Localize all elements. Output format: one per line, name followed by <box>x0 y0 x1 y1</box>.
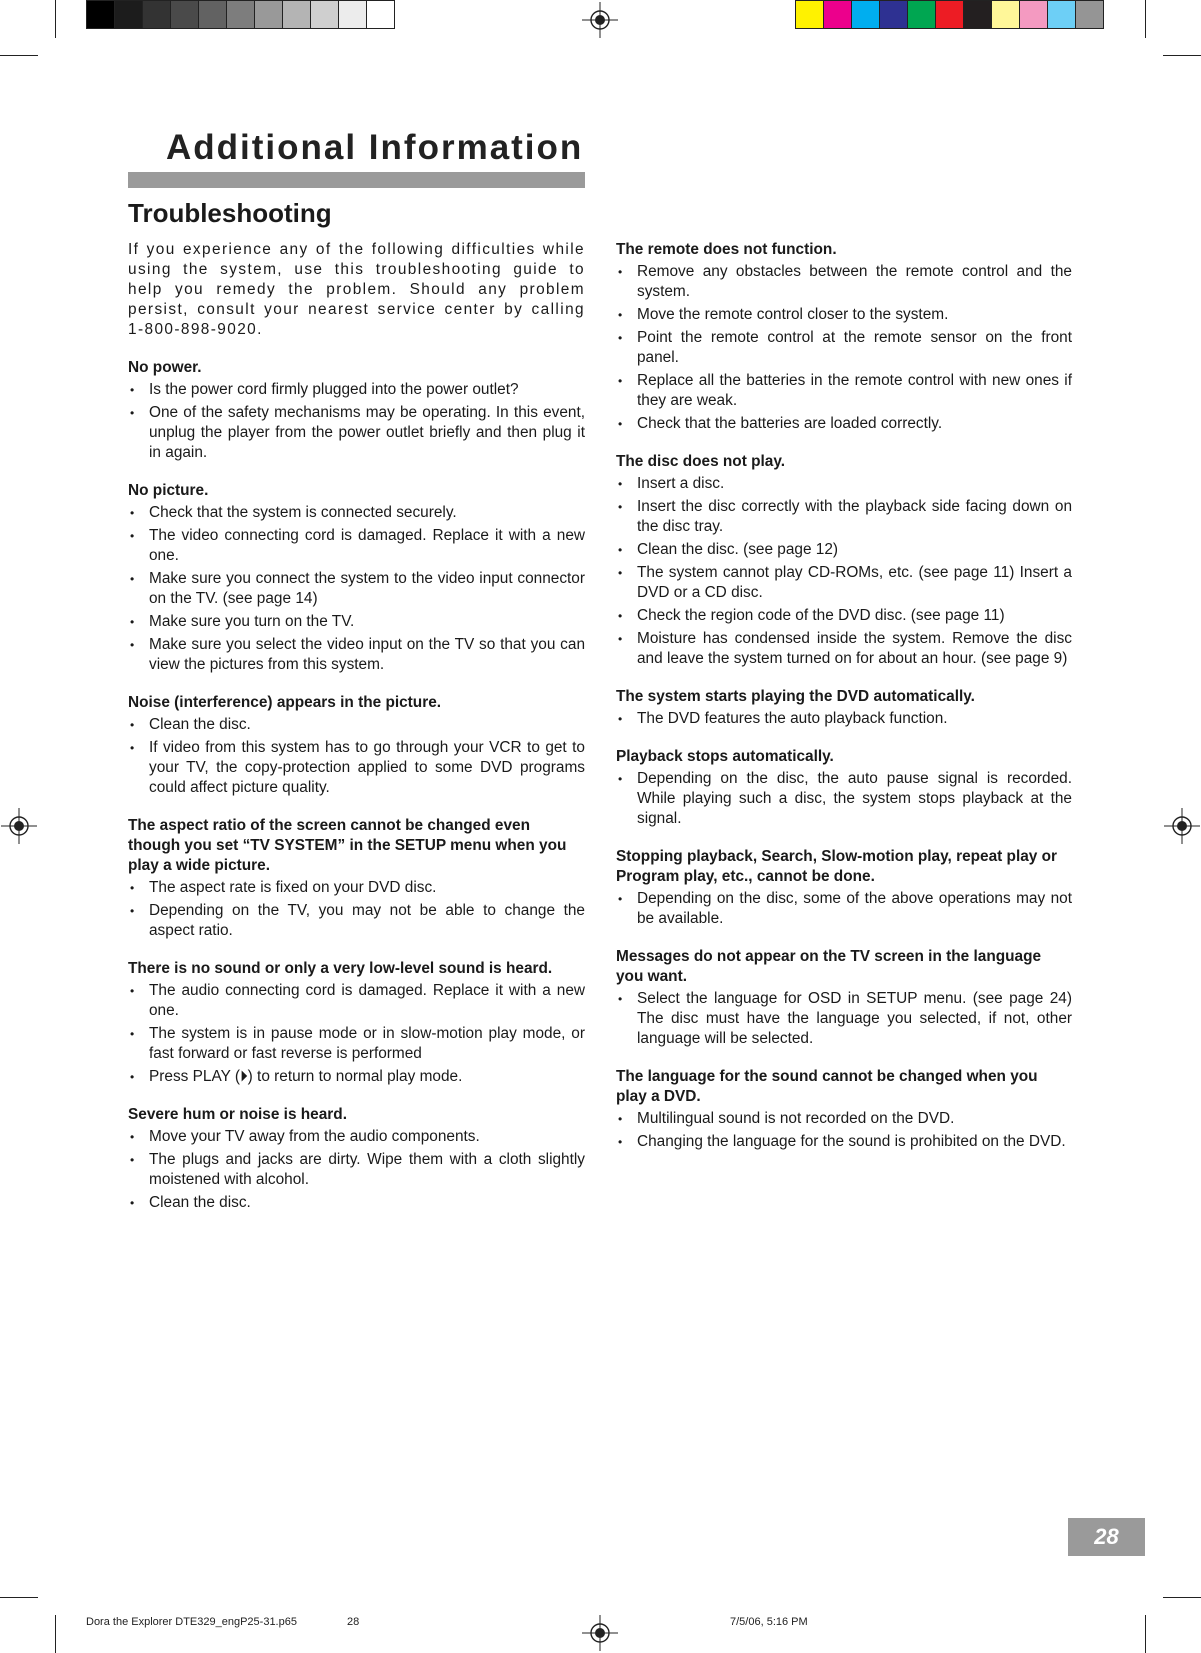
problem-heading: No picture. <box>128 482 209 499</box>
problem-heading: There is no sound or only a very low-level sound is heard. <box>128 960 553 977</box>
solution-item: • Moisture has condensed inside the system. Remove the disc and leave the system turned on for about an hour. (see page 9) <box>616 629 1072 669</box>
left-troubleshooting-list <box>128 358 585 1213</box>
troubleshooting-block <box>128 1105 585 1213</box>
solution-item: • Replace all the batteries in the remote control with new ones if they are weak. <box>616 371 1072 411</box>
solution-item: • One of the safety mechanisms may be operating. In this event, unplug the player from the power outlet briefly and then plug it in again. <box>128 403 585 463</box>
footer-file-name: Dora the Explorer DTE329_engP25-31.p65 <box>86 1616 297 1628</box>
crop-mark <box>1145 0 1146 38</box>
problem-heading: The system starts playing the DVD automatically. <box>616 688 975 705</box>
problem-heading: Messages do not appear on the TV screen in the language you want. <box>616 948 1042 985</box>
troubleshooting-block <box>128 481 585 675</box>
crop-mark <box>1163 55 1201 56</box>
color-swatch <box>254 0 283 29</box>
left-column <box>128 240 585 1231</box>
crop-mark <box>1145 1615 1146 1653</box>
solution-item: • Move your TV away from the audio components. <box>128 1127 585 1147</box>
solution-item: • If video from this system has to go through your VCR to get to your TV, the copy-protection applied to some DVD programs could affect picture quality. <box>128 738 585 798</box>
solution-list <box>128 380 585 463</box>
troubleshooting-block <box>616 240 1072 434</box>
color-swatch <box>851 0 880 29</box>
solution-item: • Depending on the TV, you may not be able to change the aspect ratio. <box>128 901 585 941</box>
title-underline-bar <box>128 172 585 188</box>
color-swatch <box>991 0 1020 29</box>
color-swatch <box>366 0 395 29</box>
solution-item: • Depending on the disc, some of the above operations may not be available. <box>616 889 1072 929</box>
page-number-badge: 28 <box>1068 1518 1145 1556</box>
troubleshooting-block <box>616 847 1072 929</box>
solution-item: • The aspect rate is fixed on your DVD disc. <box>128 878 585 898</box>
solution-list <box>128 878 585 941</box>
solution-item: • The plugs and jacks are dirty. Wipe them with a cloth slightly moistened with alcohol. <box>128 1150 585 1190</box>
solution-list <box>128 981 585 1087</box>
solution-item: • The system cannot play CD-ROMs, etc. (see page 11) Insert a DVD or a CD disc. <box>616 563 1072 603</box>
color-swatch <box>823 0 852 29</box>
solution-item: • Clean the disc. <box>128 1193 585 1213</box>
troubleshooting-block <box>128 959 585 1087</box>
color-swatch <box>310 0 339 29</box>
solution-item: • Clean the disc. (see page 12) <box>616 540 1072 560</box>
problem-heading: The language for the sound cannot be changed when you play a DVD. <box>616 1068 1038 1105</box>
color-swatch <box>1047 0 1076 29</box>
crop-mark <box>0 55 38 56</box>
page-title: Additional Information <box>166 128 584 167</box>
solution-list <box>616 989 1072 1049</box>
troubleshooting-block <box>128 816 585 941</box>
color-swatch-bar <box>795 0 1103 29</box>
solution-item: • The DVD features the auto playback function. <box>616 709 1072 729</box>
solution-item: • Check that the batteries are loaded correctly. <box>616 414 1072 434</box>
color-swatch <box>282 0 311 29</box>
problem-heading: The disc does not play. <box>616 453 786 470</box>
footer-page: 28 <box>347 1616 360 1628</box>
color-swatch <box>1075 0 1104 29</box>
color-swatch <box>795 0 824 29</box>
troubleshooting-block <box>128 693 585 798</box>
solution-item: • Remove any obstacles between the remote control and the system. <box>616 262 1072 302</box>
solution-item: • The audio connecting cord is damaged. Replace it with a new one. <box>128 981 585 1021</box>
solution-item: • Check that the system is connected securely. <box>128 503 585 523</box>
color-swatch <box>935 0 964 29</box>
problem-heading: The remote does not function. <box>616 241 837 258</box>
color-swatch <box>963 0 992 29</box>
solution-item: • Depending on the disc, the auto pause signal is recorded. While playing such a disc, the system stops playback at the signal. <box>616 769 1072 829</box>
section-title: Troubleshooting <box>128 198 332 228</box>
color-swatch <box>142 0 171 29</box>
solution-item: • Make sure you select the video input on the TV so that you can view the pictures from this system. <box>128 635 585 675</box>
solution-item: • The video connecting cord is damaged. Replace it with a new one. <box>128 526 585 566</box>
problem-heading: The aspect ratio of the screen cannot be changed even though you set “TV SYSTEM” in the SETUP menu when you play a wide picture. <box>128 817 567 874</box>
troubleshooting-block <box>616 452 1072 669</box>
color-swatch <box>338 0 367 29</box>
crop-mark <box>1163 1597 1201 1598</box>
solution-item: • Make sure you turn on the TV. <box>128 612 585 632</box>
intro-paragraph: If you experience any of the following difficulties while using the system, use this troubleshooting guide to help you remedy the problem. Should any problem persist, consult your nearest service center by calling 1-800-898-9020. <box>128 241 585 338</box>
troubleshooting-block <box>616 947 1072 1049</box>
problem-heading: Playback stops automatically. <box>616 748 834 765</box>
grayscale-swatch-bar <box>86 0 394 29</box>
color-swatch <box>226 0 255 29</box>
color-swatch <box>879 0 908 29</box>
color-swatch <box>170 0 199 29</box>
troubleshooting-block <box>616 687 1072 729</box>
troubleshooting-block <box>616 747 1072 829</box>
solution-item: • Insert a disc. <box>616 474 1072 494</box>
solution-item: • Insert the disc correctly with the playback side facing down on the disc tray. <box>616 497 1072 537</box>
solution-item: • Select the language for OSD in SETUP menu. (see page 24) The disc must have the language you selected, if not, other language will be selected. <box>616 989 1072 1049</box>
crop-mark <box>55 1615 56 1653</box>
problem-heading: No power. <box>128 359 202 376</box>
right-troubleshooting-list <box>616 240 1072 1152</box>
solution-list <box>616 1109 1072 1152</box>
solution-list <box>616 889 1072 929</box>
problem-heading: Noise (interference) appears in the picture. <box>128 694 442 711</box>
solution-list <box>616 474 1072 669</box>
registration-mark-icon <box>1164 808 1200 844</box>
color-swatch <box>198 0 227 29</box>
color-swatch <box>114 0 143 29</box>
solution-list <box>128 715 585 798</box>
problem-heading: Stopping playback, Search, Slow-motion play, repeat play or Program play, etc., cannot be done. <box>616 848 1058 885</box>
solution-item: • Changing the language for the sound is prohibited on the DVD. <box>616 1132 1072 1152</box>
color-swatch <box>1019 0 1048 29</box>
solution-item: • The system is in pause mode or in slow-motion play mode, or fast forward or fast reverse is performed <box>128 1024 585 1064</box>
crop-mark <box>55 0 56 38</box>
crop-mark <box>0 1597 38 1598</box>
color-swatch <box>907 0 936 29</box>
problem-heading: Severe hum or noise is heard. <box>128 1106 347 1123</box>
solution-item: • Multilingual sound is not recorded on the DVD. <box>616 1109 1072 1129</box>
solution-list <box>128 1127 585 1213</box>
right-column <box>616 240 1072 1170</box>
registration-mark-icon <box>582 1615 618 1651</box>
solution-item: • Clean the disc. <box>128 715 585 735</box>
solution-item: • Check the region code of the DVD disc. (see page 11) <box>616 606 1072 626</box>
registration-mark-icon <box>582 2 618 38</box>
color-swatch <box>86 0 115 29</box>
solution-item: • Is the power cord firmly plugged into the power outlet? <box>128 380 585 400</box>
registration-mark-icon <box>1 0 37 36</box>
solution-item: • Press PLAY (⏵) to return to normal play mode. <box>128 1067 585 1087</box>
solution-item: • Make sure you connect the system to the video input connector on the TV. (see page 14) <box>128 569 585 609</box>
solution-item: • Point the remote control at the remote sensor on the front panel. <box>616 328 1072 368</box>
solution-list <box>616 769 1072 829</box>
solution-list <box>616 262 1072 434</box>
registration-mark-icon <box>1 808 37 844</box>
solution-item: • Move the remote control closer to the system. <box>616 305 1072 325</box>
troubleshooting-block <box>616 1067 1072 1152</box>
troubleshooting-block <box>128 358 585 463</box>
solution-list <box>128 503 585 675</box>
footer-timestamp: 7/5/06, 5:16 PM <box>730 1616 808 1628</box>
solution-list <box>616 709 1072 729</box>
